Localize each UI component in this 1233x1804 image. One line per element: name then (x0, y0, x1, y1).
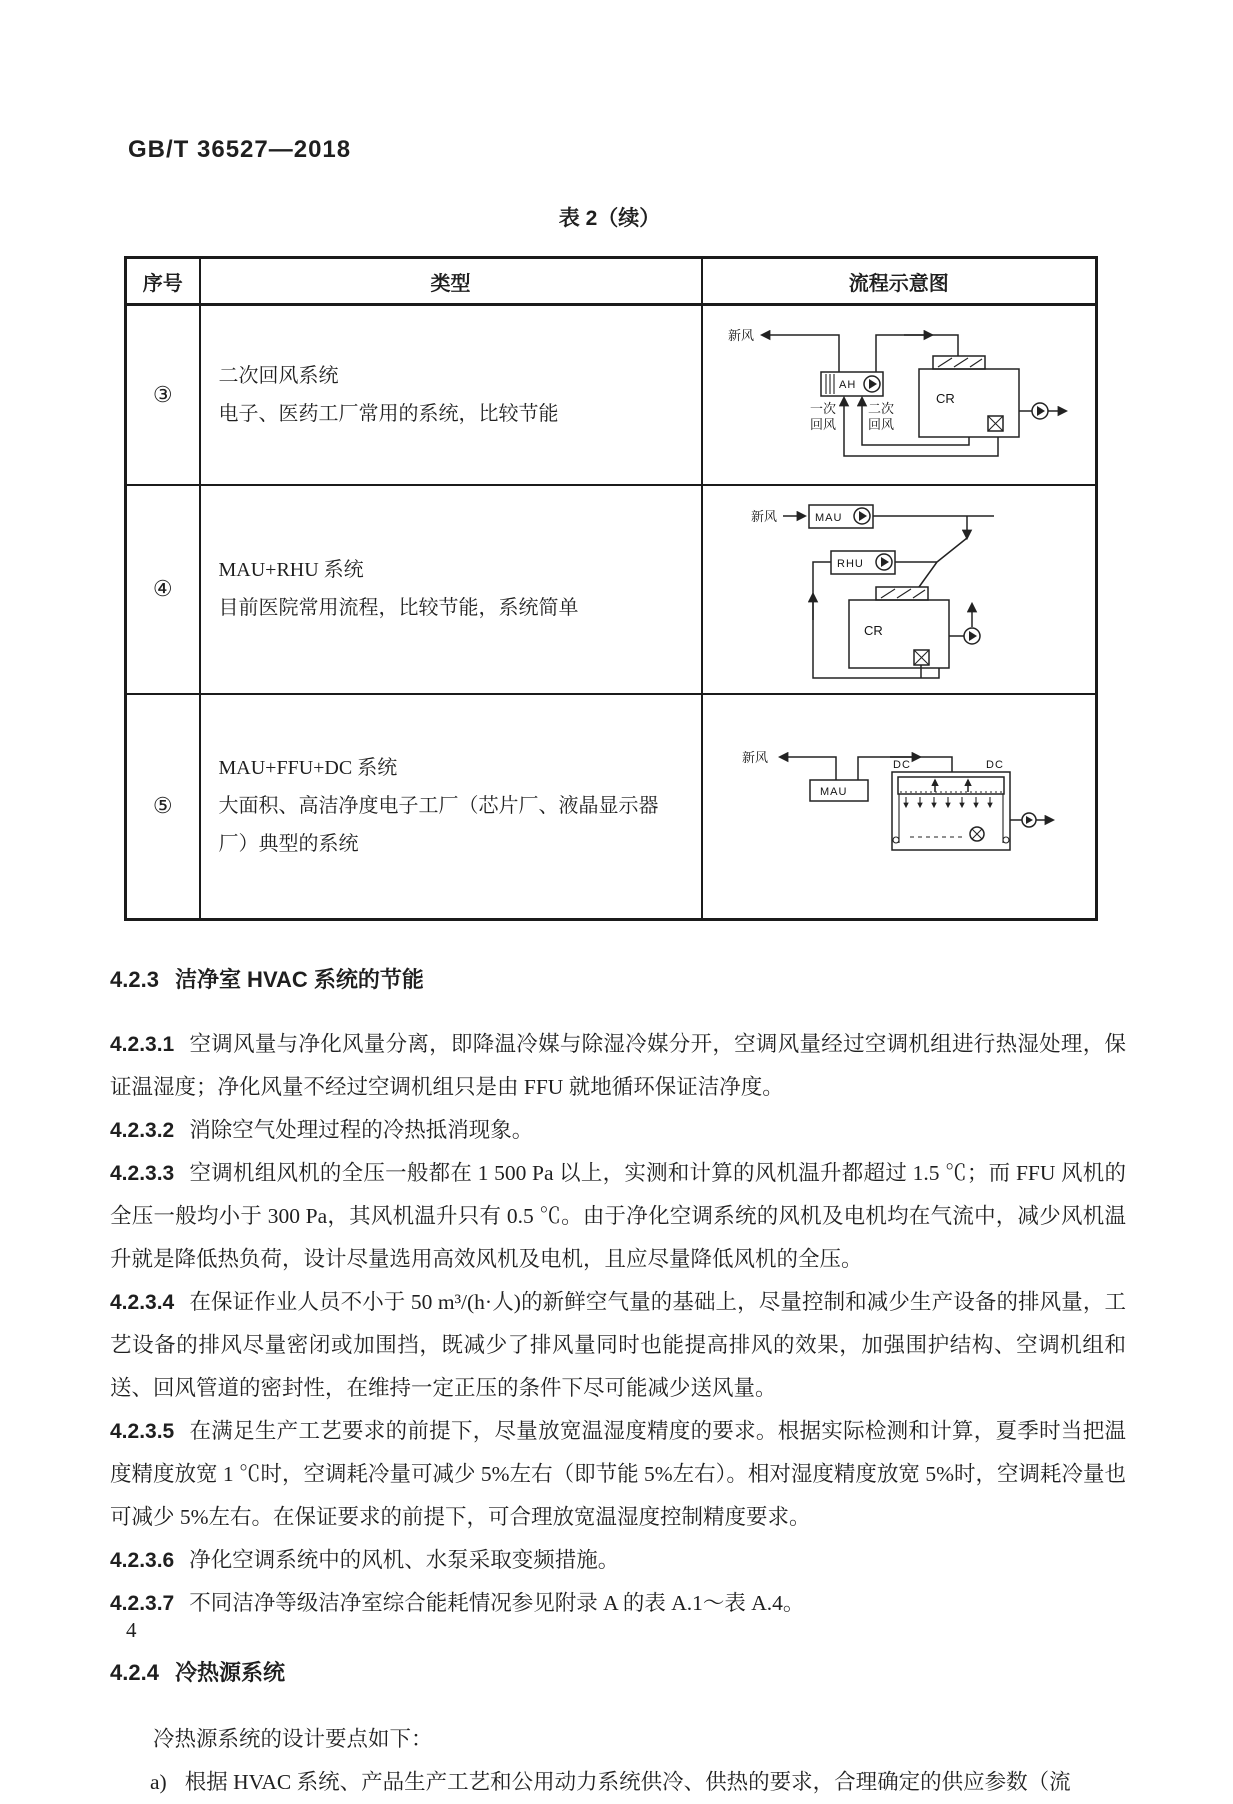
section-title: 冷热源系统 (174, 1660, 285, 1685)
return-air-path (813, 562, 939, 678)
row3-type-name: 二次回风系统 (218, 364, 339, 387)
para-number: 4.2.3.4 (110, 1291, 175, 1314)
secondary-return-system-diagram (726, 316, 1071, 468)
fresh-air-label: 新风 (741, 750, 768, 766)
section-number: 4.2.4 (110, 1660, 159, 1685)
para-number: 4.2.3.1 (110, 1033, 175, 1056)
exhaust-fan (1010, 813, 1053, 827)
col-header-index: 序号 (126, 258, 200, 305)
para-text: 净化空调系统中的风机、水泵采取变频措施。 (189, 1548, 620, 1572)
para-text: 空调风量与净化风量分离，即降温冷媒与除湿冷媒分开，空调风量经过空调机组进行热湿处理，保证温湿度；净化风量不经过空调机组只是由 FFU 就地循环保证洁净度。 (110, 1032, 1126, 1099)
exhaust-fan (949, 604, 980, 644)
cleanroom-label: CR (936, 390, 956, 406)
ahu-label: AH (839, 378, 857, 391)
row5-type (200, 694, 702, 920)
fresh-air-label: 新风 (728, 327, 755, 343)
row4-diagram-cell (702, 485, 1097, 694)
col-header-diagram: 流程示意图 (702, 258, 1097, 305)
para-4233 (110, 1152, 1126, 1281)
mau-label: MAU (814, 512, 843, 524)
rhu-box (831, 551, 937, 587)
fresh-air-inlet (742, 750, 836, 780)
table-row (126, 305, 1097, 485)
hepa-filter-icon (876, 587, 928, 600)
ahu-box (821, 372, 883, 396)
list-item-a (110, 1761, 1126, 1804)
mau-rhu-system-diagram (749, 488, 1049, 684)
rhu-label: RHU (836, 558, 864, 570)
para-4232 (110, 1109, 1126, 1152)
row4-index: ④ (126, 485, 200, 694)
section-number: 4.2.3 (110, 967, 159, 992)
primary-return-label2: 回风 (810, 416, 837, 432)
cleanroom-label: CR (863, 623, 883, 638)
row4-type-name: MAU+RHU 系统 (218, 559, 364, 581)
dc-right-label: DC (985, 759, 1004, 772)
fresh-air-label: 新风 (750, 509, 777, 524)
row5-index: ⑤ (126, 694, 200, 920)
row5-type-desc: 大面积、高洁净度电子工厂（芯片厂、液晶显示器厂）典型的系统 (218, 795, 659, 856)
row5-diagram-cell (702, 694, 1097, 920)
dc-left-label: DC (892, 759, 911, 772)
fresh-air-inlet (751, 509, 805, 524)
cleanroom-box (849, 600, 949, 668)
col-header-type: 类型 (200, 258, 702, 305)
para-text: 在满足生产工艺要求的前提下，尽量放宽温湿度精度的要求。根据实际检测和计算，夏季时当把温度精度放宽 1 ℃时，空调耗冷量可减少 5%左右（即节能 5%左右）。相对湿度精度放宽 5%时，空调耗冷量也可减少 5%左右。在保证要求的前提下，可合理放宽温湿度控制精度要求。 (110, 1419, 1126, 1529)
fan-icon (969, 631, 977, 641)
fresh-air-inlet (728, 328, 839, 372)
cleanroom-box (919, 369, 1019, 437)
para-text: 不同洁净等级洁净室综合能耗情况参见附录 A 的表 A.1～表 A.4。 (189, 1591, 805, 1615)
supply-duct (876, 335, 958, 372)
para-text: 在保证作业人员不小于 50 m³/(h·人)的新鲜空气量的基础上，尽量控制和减少生产设备的排风量，工艺设备的排风尽量密闭或加围挡，既减少了排风量同时也能提高排风的效果，加强围护结构、空调机组和送、回风管道的密封性，在维持一定正压的条件下尽可能减少送风量。 (110, 1290, 1126, 1400)
para-4234 (110, 1281, 1126, 1410)
table-row (126, 694, 1097, 920)
para-4237 (110, 1582, 1126, 1625)
list-item-text: 根据 HVAC 系统、产品生产工艺和公用动力系统供冷、供热的要求，合理确定的供应参数（流 (184, 1770, 1071, 1794)
fan-icon (869, 379, 877, 389)
fan-icon (1026, 816, 1033, 824)
mau-box (809, 505, 873, 528)
list-item-label: a) (150, 1770, 167, 1794)
para-number: 4.2.3.7 (110, 1592, 175, 1615)
row4-type-desc: 目前医院常用流程，比较节能，系统简单 (218, 597, 579, 619)
fan-icon (1037, 406, 1045, 416)
row3-type-desc: 电子、医药工厂常用的系统，比较节能 (218, 402, 559, 425)
secondary-return-label: 二次 (868, 400, 895, 416)
section-title: 洁净室 HVAC 系统的节能 (174, 967, 424, 992)
para-text: 空调机组风机的全压一般都在 1 500 Pa 以上，实测和计算的风机温升都超过 1.5 ℃；而 FFU 风机的全压一般均小于 300 Pa，其风机温升只有 0.5 ℃。由于净化空调系统的风机及电机均在气流中，减少风机温升就是降低热负荷，设计尽量选用高效风机及电机，且应尽量降低风机的全压。 (110, 1161, 1126, 1271)
section-heading-424 (110, 1651, 1126, 1694)
para-number: 4.2.3.3 (110, 1162, 175, 1185)
row3-index: ③ (126, 305, 200, 485)
mau-box (810, 780, 868, 801)
mau-ffu-dc-system-diagram (740, 740, 1058, 866)
section-424-intro: 冷热源系统的设计要点如下： (153, 1727, 433, 1751)
fan-icon (881, 557, 889, 567)
row4-type (200, 485, 702, 694)
row5-type-name: MAU+FFU+DC 系统 (218, 757, 398, 780)
table-header-row (126, 258, 1097, 305)
mau-label: MAU (819, 786, 848, 799)
return-air-paths (810, 398, 998, 456)
page-number: 4 (126, 1618, 137, 1642)
mau-supply-duct (873, 516, 994, 562)
para-number: 4.2.3.6 (110, 1549, 175, 1572)
table-row (126, 485, 1097, 694)
exhaust-fan (1019, 403, 1066, 419)
para-4235 (110, 1410, 1126, 1539)
section-heading-423 (110, 958, 1126, 1001)
secondary-return-label2: 回风 (868, 416, 895, 432)
system-type-table (124, 256, 1098, 921)
para-number: 4.2.3.5 (110, 1420, 175, 1443)
hepa-filter-icon (933, 356, 985, 369)
para-text: 消除空气处理过程的冷热抵消现象。 (189, 1118, 534, 1142)
para-4236 (110, 1539, 1126, 1582)
fan-icon (859, 511, 867, 521)
ffu-plenum-box (892, 772, 1010, 850)
row3-diagram-cell (702, 305, 1097, 485)
doc-code: GB/T 36527—2018 (128, 136, 352, 163)
dry-coil-labels (893, 759, 1004, 771)
table-title: 表 2（续） (558, 207, 661, 230)
para-4231 (110, 1023, 1126, 1109)
body-text (110, 958, 1126, 1804)
row3-type (200, 305, 702, 485)
primary-return-label: 一次 (810, 400, 837, 416)
para-number: 4.2.3.2 (110, 1119, 175, 1142)
